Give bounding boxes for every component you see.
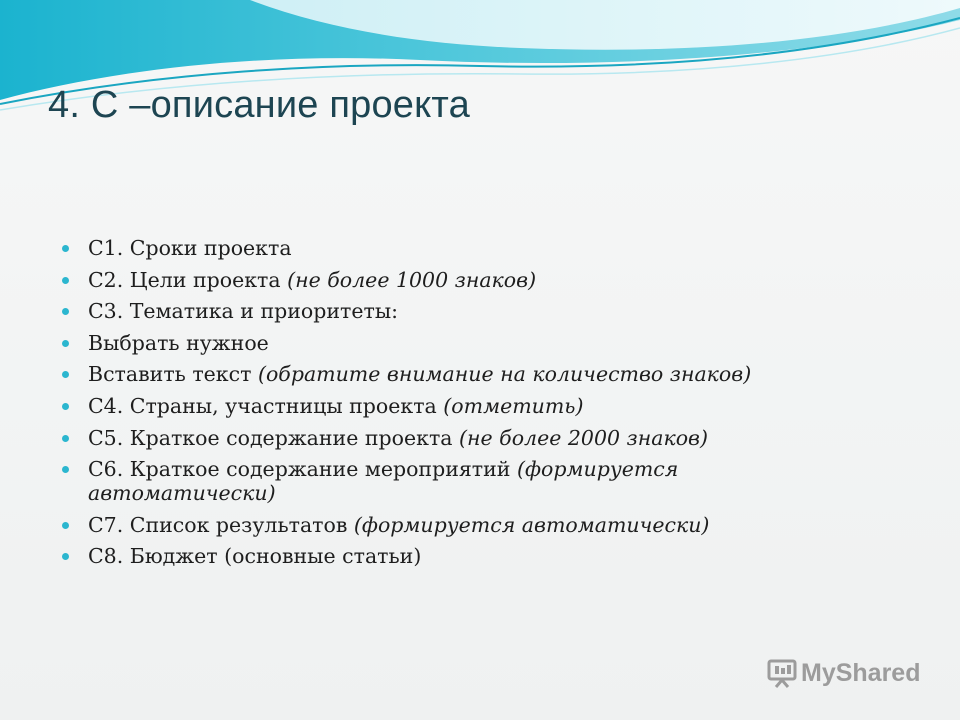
bullet-dot-icon — [62, 522, 69, 529]
bullet-dot-icon — [62, 371, 69, 378]
logo-text: MyShared — [801, 658, 921, 687]
list-item: С5. Краткое содержание проекта (не более 2000 знаков) — [62, 426, 862, 450]
list-item: С6. Краткое содержание мероприятий (формируется автоматически) — [62, 457, 862, 505]
list-item: С1. Сроки проекта — [62, 236, 862, 260]
bullet-dot-icon — [62, 340, 69, 347]
bullet-dot-icon — [62, 277, 69, 284]
myshared-logo — [767, 657, 920, 689]
bullet-dot-icon — [62, 435, 69, 442]
list-item: Выбрать нужное — [62, 331, 862, 355]
slide-title: 4. С –описание проекта — [48, 84, 470, 126]
bullet-dot-icon — [62, 245, 69, 252]
list-item: С2. Цели проекта (не более 1000 знаков) — [62, 268, 862, 292]
bullet-list — [62, 236, 862, 576]
bullet-dot-icon — [62, 553, 69, 560]
bullet-dot-icon — [62, 308, 69, 315]
bullet-dot-icon — [62, 466, 69, 473]
list-item: С7. Список результатов (формируется автоматически) — [62, 513, 862, 537]
list-item: Вставить текст (обратите внимание на количество знаков) — [62, 362, 862, 386]
list-item: С4. Страны, участницы проекта (отметить) — [62, 394, 862, 418]
projector-icon — [767, 657, 797, 689]
bullet-dot-icon — [62, 403, 69, 410]
list-item: С8. Бюджет (основные статьи) — [62, 544, 862, 568]
list-item: С3. Тематика и приоритеты: — [62, 299, 862, 323]
